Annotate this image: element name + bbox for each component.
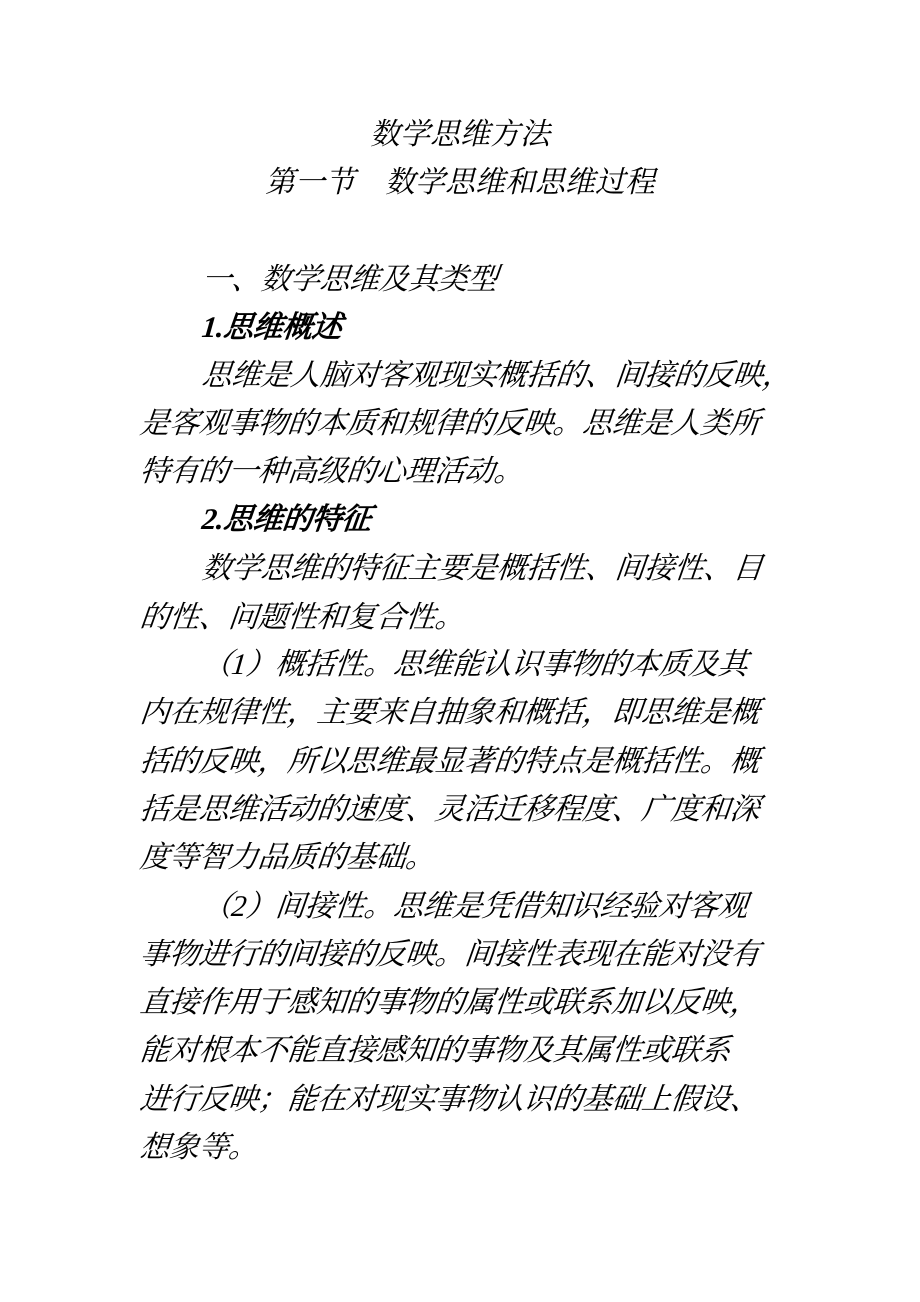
paragraph-line: 是客观事物的本质和规律的反映。思维是人类所 xyxy=(138,407,762,440)
paragraph-line: （1）概括性。思维能认识事物的本质及其 xyxy=(200,648,750,681)
paragraph-line: 度等智力品质的基础。 xyxy=(138,841,437,874)
paragraph-line: 括是思维活动的速度、灵活迁移程度、广度和深 xyxy=(138,793,762,826)
paragraph-line: 进行反映；能在对现实事物认识的基础上假设、 xyxy=(138,1083,762,1116)
paragraph-line: 括的反映，所以思维最显著的特点是概括性。概 xyxy=(138,745,762,778)
subheading: 2.思维的特征 xyxy=(200,503,373,536)
subheading: 1.思维概述 xyxy=(200,311,344,344)
paragraph-line: 直接作用于感知的事物的属性或联系加以反映， xyxy=(138,986,762,1019)
heading: 一、数学思维及其类型 xyxy=(200,263,499,296)
paragraph-line: 的性、问题性和复合性。 xyxy=(138,601,467,634)
paragraph-line: 思维是人脑对客观现实概括的、间接的反映， xyxy=(200,359,794,392)
document-title: 数学思维方法 xyxy=(370,118,550,151)
paragraph-line: 想象等。 xyxy=(138,1131,260,1164)
paragraph-line: 特有的一种高级的心理活动。 xyxy=(138,455,526,488)
section-title: 第一节 数学思维和思维过程 xyxy=(265,166,655,199)
paragraph-line: 能对根本不能直接感知的事物及其属性或联系 xyxy=(138,1034,732,1067)
paragraph-line: 数学思维的特征主要是概括性、间接性、目 xyxy=(200,552,765,585)
paragraph-line: （2）间接性。思维是凭借知识经验对客观 xyxy=(200,890,750,923)
paragraph-line: 内在规律性，主要来自抽象和概括，即思维是概 xyxy=(138,696,762,729)
paragraph-line: 事物进行的间接的反映。间接性表现在能对没有 xyxy=(138,938,762,971)
